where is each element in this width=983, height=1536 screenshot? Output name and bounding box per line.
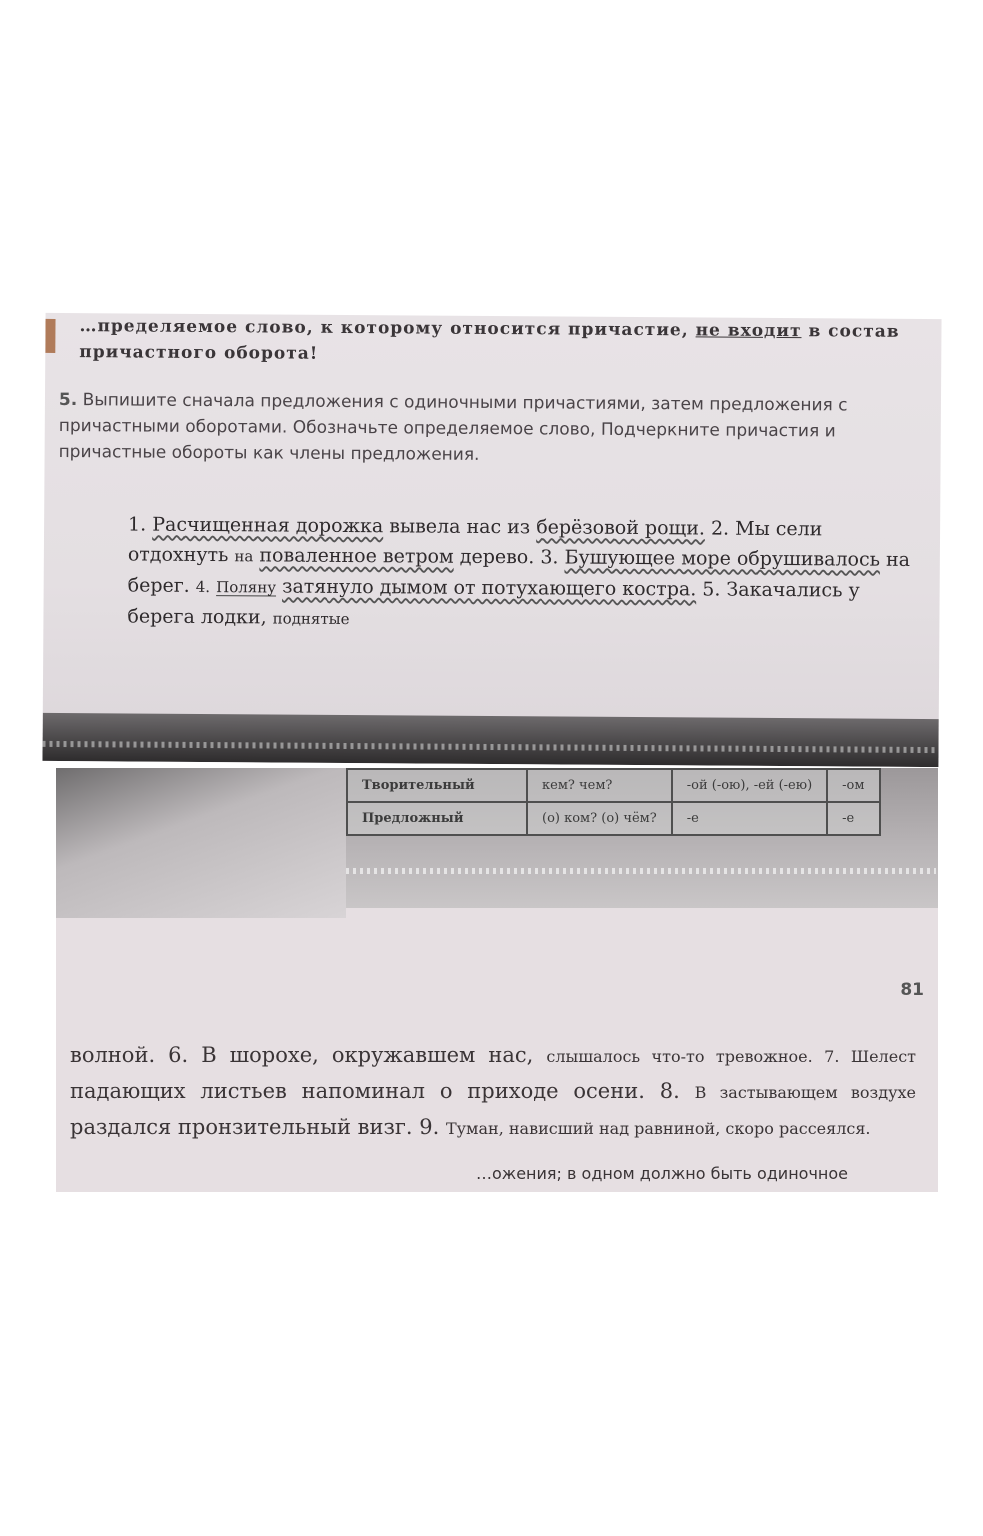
s4-phrase: затянуло дымом от потухающего костра. (282, 575, 697, 601)
s4-num: 4. (195, 577, 211, 597)
case-question: кем? чем? (527, 769, 672, 802)
rule-text-b: в состав (801, 321, 900, 342)
task-number: 5. (58, 389, 78, 411)
s4-subject: Поляну (216, 578, 277, 597)
sleeve-fold (56, 768, 346, 918)
page-tab-marker (45, 319, 55, 353)
case-question: (о) ком? (о) чём? (527, 802, 672, 835)
s5-text: 5. Закачались у берега лодки, (127, 578, 860, 629)
rule-text-line2: причастного оборота! (79, 342, 319, 364)
case-name: Предложный (347, 802, 527, 835)
s2-text-b: дерево. 3. (453, 545, 565, 569)
s2-text: 2. Мы сели отдохнуть (127, 517, 823, 567)
cont-line3: раздался пронзительный визг. 9. (70, 1115, 446, 1139)
plastic-sleeve-edge (42, 713, 938, 767)
cont-line1: волной. 6. В шорохе, окружавшем нас, (70, 1043, 547, 1067)
s3-text: на берег. (127, 548, 911, 597)
case-name: Творительный (347, 769, 527, 802)
page-number: 81 (900, 980, 924, 1000)
table-row (347, 769, 880, 802)
cont-line2: падающих листьев напоминал о приходе осени. 8. (70, 1079, 695, 1103)
case-table (346, 768, 881, 836)
case-ending: -ой (-ою), -ей (-ею) (672, 769, 827, 802)
s1-participle: Расчищенная дорожка (152, 513, 384, 538)
cut-off-text: …ожения; в одном должно быть одиночное (476, 1164, 848, 1183)
cont-line2-small: В застывающем воздухе (694, 1083, 917, 1102)
cont-line3-small: Туман, нависший над равниной, скоро рассеялся. (445, 1119, 871, 1138)
s1-text: вывела нас из (383, 515, 537, 539)
s3-phrase: Бушующее море обрушивалось (564, 546, 881, 571)
s2-small: на (234, 547, 254, 566)
task-text: Выпишите сначала предложения с одиночными причастиями, затем предложения с причастными оборотами. Обозначьте определяемое слово, Подчеркните причастия и причастные обороты как члены предложения. (58, 390, 848, 465)
rule-text-a: …пределяемое слово, к которому относится причастие, (79, 316, 696, 341)
top-photo (42, 313, 941, 767)
bottom-photo (56, 768, 938, 1192)
s1-phrase: берёзовой рощи. (536, 516, 706, 540)
task-instruction (59, 387, 920, 471)
sleeve-perforation (346, 868, 936, 874)
rule-note (79, 313, 941, 371)
case-ending: -е (672, 802, 827, 835)
case-ending: -е (827, 802, 879, 835)
rule-text-underlined: не входит (695, 320, 802, 342)
cont-line1-small: слышалось что-то тревожное. 7. Шелест (546, 1047, 916, 1066)
s1-num: 1. (128, 513, 153, 536)
table-row (347, 802, 880, 835)
s2-phrase: поваленное ветром (259, 544, 454, 568)
exercise-sentences (127, 509, 928, 638)
s5-small: поднятые (272, 609, 350, 629)
case-ending: -ом (827, 769, 879, 802)
exercise-continuation (70, 1038, 916, 1146)
